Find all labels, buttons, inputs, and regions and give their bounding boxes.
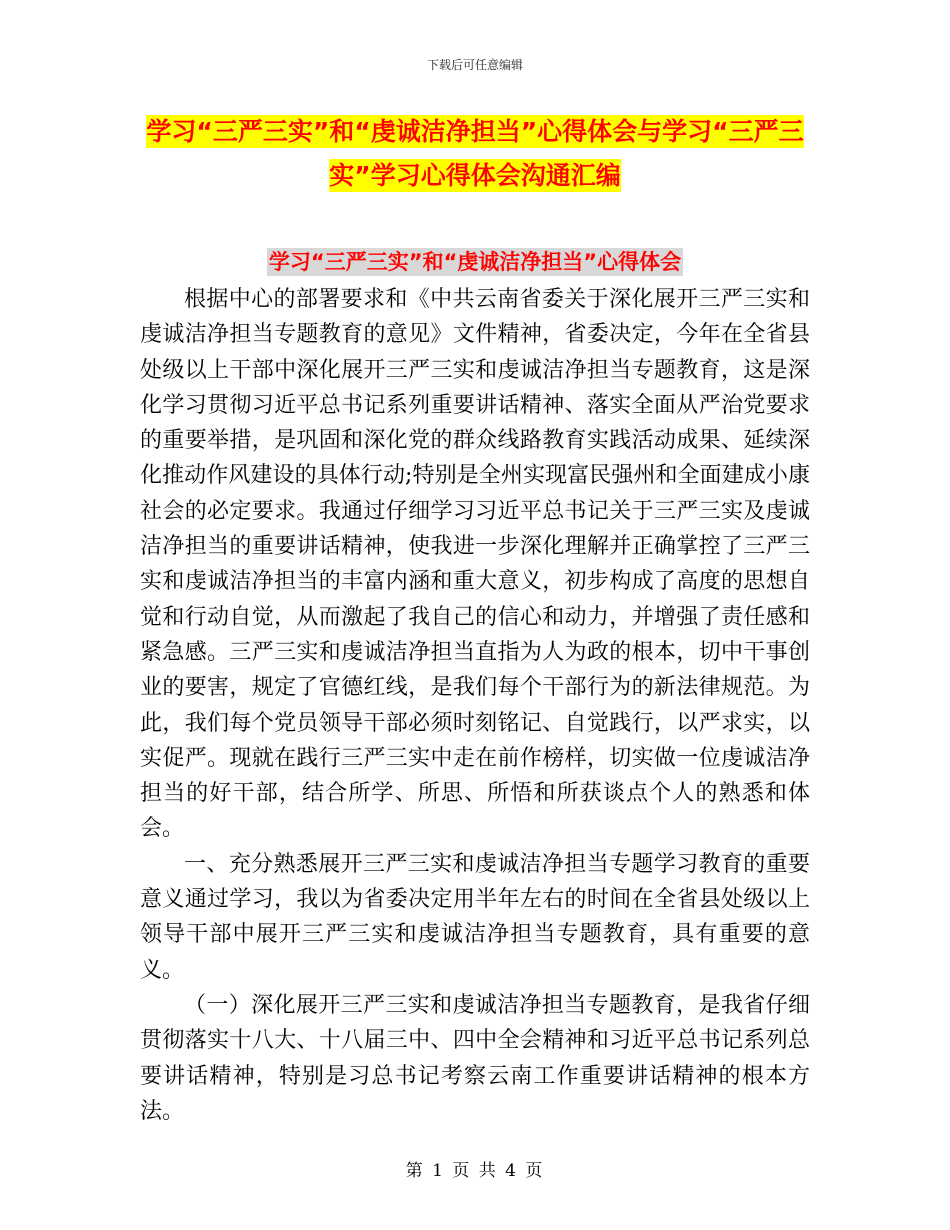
- page-footer: 第 1 页 共 4 页: [405, 1161, 545, 1181]
- main-title: [140, 110, 810, 198]
- section-title-text: 学习“三严三实”和“虔诚洁净担当”心得体会: [268, 250, 682, 274]
- main-title-text: 学习“三严三实”和“虔诚洁净担当”心得体会与学习“三严三实”学习心得体会沟通汇编: [146, 117, 804, 190]
- section-title: [140, 246, 810, 278]
- paragraph: （一）深化展开三严三实和虔诚洁净担当专题教育，是我省仔细贯彻落实十八大、十八届三中、四中全会精神和习近平总书记系列总要讲话精神，特别是习总书记考察云南工作重要讲话精神的根本方法。: [140, 992, 810, 1124]
- body-text: [140, 282, 810, 1129]
- paragraph: 一、充分熟悉展开三严三实和虔诚洁净担当专题学习教育的重要意义通过学习，我以为省委决定用半年左右的时间在全省县处级以上领导干部中展开三严三实和虔诚洁净担当专题教育，具有重要的意义。: [140, 851, 810, 983]
- header-note: 下载后可任意编辑: [426, 58, 523, 72]
- paragraph: 根据中心的部署要求和《中共云南省委关于深化展开三严三实和虔诚洁净担当专题教育的意见》文件精神，省委决定，今年在全省县处级以上干部中深化展开三严三实和虔诚洁净担当专题教育，这是深化学习贯彻习近平总书记系列重要讲话精神、落实全面从严治党要求的重要举措，是巩固和深化党的群众线路教育实践活动成果、延续深化推动作风建设的具体行动;特别是全州实现富民强州和全面建成小康社会的必定要求。我通过仔细学习习近平总书记关于三严三实及虔诚洁净担当的重要讲话精神，使我进一步深化理解并正确掌控了三严三实和虔诚洁净担当的丰富内涵和重大意义，初步构成了高度的思想自觉和行动自觉，从而激起了我自己的信心和动力，并增强了责任感和紧急感。三严三实和虔诚洁净担当直指为人为政的根本，切中干事创业的要害，规定了官德红线，是我们每个干部行为的新法律规范。为此，我们每个党员领导干部必须时刻铭记、自觉践行，以严求实，以实促严。现就在践行三严三实中走在前作榜样，切实做一位虔诚洁净担当的好干部，结合所学、所思、所悟和所获谈点个人的熟悉和体会。: [140, 287, 810, 842]
